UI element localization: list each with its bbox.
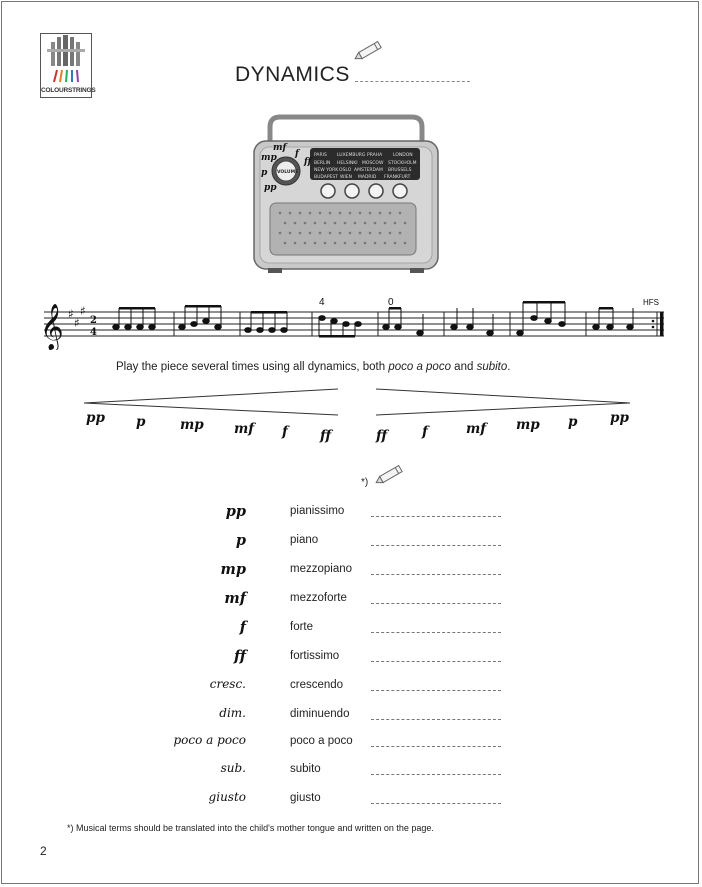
crescendo-mark: mp [180, 417, 204, 433]
crescendo-mark: mf [234, 421, 255, 437]
translation-blank[interactable] [371, 774, 501, 775]
instructions-part: Play the piece several times using all dynamics, both [116, 361, 389, 373]
term-name: fortissimo [290, 650, 340, 662]
term-symbol: cresc. [209, 677, 246, 691]
term-symbol: ff [234, 648, 246, 665]
key-signature [68, 304, 86, 330]
pencil-icon [374, 462, 410, 486]
term-symbol: pp [225, 503, 246, 520]
term-symbol: mp [220, 561, 246, 578]
translation-blank[interactable] [371, 516, 501, 517]
time-sig-top: 2 [90, 315, 97, 326]
radio-dial-mark: f [295, 149, 299, 159]
radio-city: HELSINKI [337, 161, 358, 166]
term-name: crescendo [290, 679, 344, 691]
term-symbol: mf [224, 590, 246, 607]
decrescendo-hairpin-bottom [376, 403, 630, 415]
fingering-number: 4 [319, 297, 325, 308]
term-row [0, 733, 702, 757]
radio-city: BUDAPEST [314, 175, 339, 180]
term-name: subito [290, 763, 321, 775]
decrescendo-mark: mp [516, 417, 540, 433]
radio-dial-mark: ff [304, 157, 312, 167]
translation-blank[interactable] [371, 746, 501, 747]
translation-blank[interactable] [371, 574, 501, 575]
term-symbol: f [239, 619, 246, 636]
hairpins [80, 385, 640, 445]
page-title: DYNAMICS [235, 63, 350, 86]
svg-text:♯: ♯ [68, 307, 74, 321]
staff-credit: HFS [643, 298, 659, 307]
translation-blank[interactable] [371, 545, 501, 546]
decrescendo-mark: pp [610, 410, 629, 426]
volume-knob-label: VOLUME [277, 170, 299, 175]
term-row [0, 790, 702, 814]
logo-graphic [41, 34, 91, 86]
time-sig-bottom: 4 [90, 327, 97, 338]
term-symbol: p [235, 532, 246, 549]
decrescendo-hairpin-top [376, 389, 630, 403]
radio-city: LONDON [393, 153, 413, 158]
treble-clef: 𝄞 [40, 304, 64, 350]
crescendo-mark: pp [86, 410, 105, 426]
svg-text:♯: ♯ [80, 304, 86, 318]
page-number: 2 [40, 844, 47, 858]
term-symbol: giusto [208, 790, 246, 804]
radio-city: MADRID [358, 175, 377, 180]
radio-city: NEW YORK [314, 168, 339, 173]
radio-dial-mark: p [261, 168, 268, 178]
term-row [0, 706, 702, 730]
radio-city: WIEN [340, 175, 352, 180]
term-name: pianissimo [290, 505, 345, 517]
radio-dial-mark: pp [264, 183, 277, 193]
pencil-icon [353, 38, 389, 62]
instructions-term: poco a poco [388, 361, 451, 373]
radio-city: AMSTERDAM [354, 168, 383, 173]
instructions-part: . [507, 361, 511, 373]
radio-city: BERLIN [314, 161, 331, 166]
term-name: poco a poco [290, 735, 353, 747]
radio-city: STOCKHOLM [388, 161, 417, 166]
decrescendo-mark: f [422, 424, 428, 440]
crescendo-hairpin-bottom [84, 403, 338, 415]
title-answer-blank[interactable] [355, 81, 470, 82]
colourstrings-logo [40, 33, 96, 98]
translation-blank[interactable] [371, 690, 501, 691]
radio-illustration [250, 113, 442, 276]
term-row [0, 619, 702, 643]
logo-text: COLOURSTRINGS [41, 87, 96, 94]
decrescendo-mark: ff [376, 428, 388, 444]
term-row [0, 648, 702, 672]
footnote-text: *) Musical terms should be translated into the child's mother tongue and written on the page. [67, 823, 434, 833]
radio-city: PRAHA [367, 153, 383, 158]
translation-blank[interactable] [371, 719, 501, 720]
translation-blank[interactable] [371, 803, 501, 804]
term-symbol: dim. [219, 706, 246, 720]
translation-blank[interactable] [371, 603, 501, 604]
term-symbol: poco a poco [173, 733, 246, 747]
crescendo-mark: ff [320, 428, 332, 444]
term-row [0, 532, 702, 556]
term-row [0, 761, 702, 785]
term-name: diminuendo [290, 708, 350, 720]
term-row [0, 677, 702, 701]
radio-dial-mark: mf [273, 143, 287, 153]
radio-city: PARIS [314, 153, 327, 158]
term-row [0, 590, 702, 614]
fingering-number: 0 [388, 297, 394, 308]
term-row [0, 503, 702, 527]
radio-city: FRANKFURT [384, 175, 411, 180]
instructions-term: subito [476, 361, 508, 373]
radio-city: LUXEMBURG [337, 153, 366, 158]
translation-blank[interactable] [371, 661, 501, 662]
radio-city: OSLO [339, 168, 352, 173]
radio-city: MOSCOW [362, 161, 384, 166]
instructions-part: and [450, 361, 477, 373]
decrescendo-mark: mf [466, 421, 487, 437]
translation-blank[interactable] [371, 632, 501, 633]
term-row [0, 561, 702, 585]
crescendo-mark: p [136, 414, 146, 430]
svg-text:♯: ♯ [74, 316, 80, 330]
term-name: mezzopiano [290, 563, 353, 575]
term-name: mezzoforte [290, 592, 347, 604]
radio-dial-mark: mp [261, 153, 277, 163]
term-symbol: sub. [220, 761, 246, 775]
crescendo-mark: f [282, 424, 288, 440]
term-name: piano [290, 534, 319, 546]
footnote-marker: *) [361, 477, 369, 488]
instructions-text [116, 361, 510, 373]
term-name: giusto [290, 792, 321, 804]
term-name: forte [290, 621, 314, 633]
decrescendo-mark: p [568, 414, 578, 430]
crescendo-hairpin-top [84, 389, 338, 403]
radio-city: BRUSSELS [388, 168, 412, 173]
music-staff [36, 294, 668, 350]
